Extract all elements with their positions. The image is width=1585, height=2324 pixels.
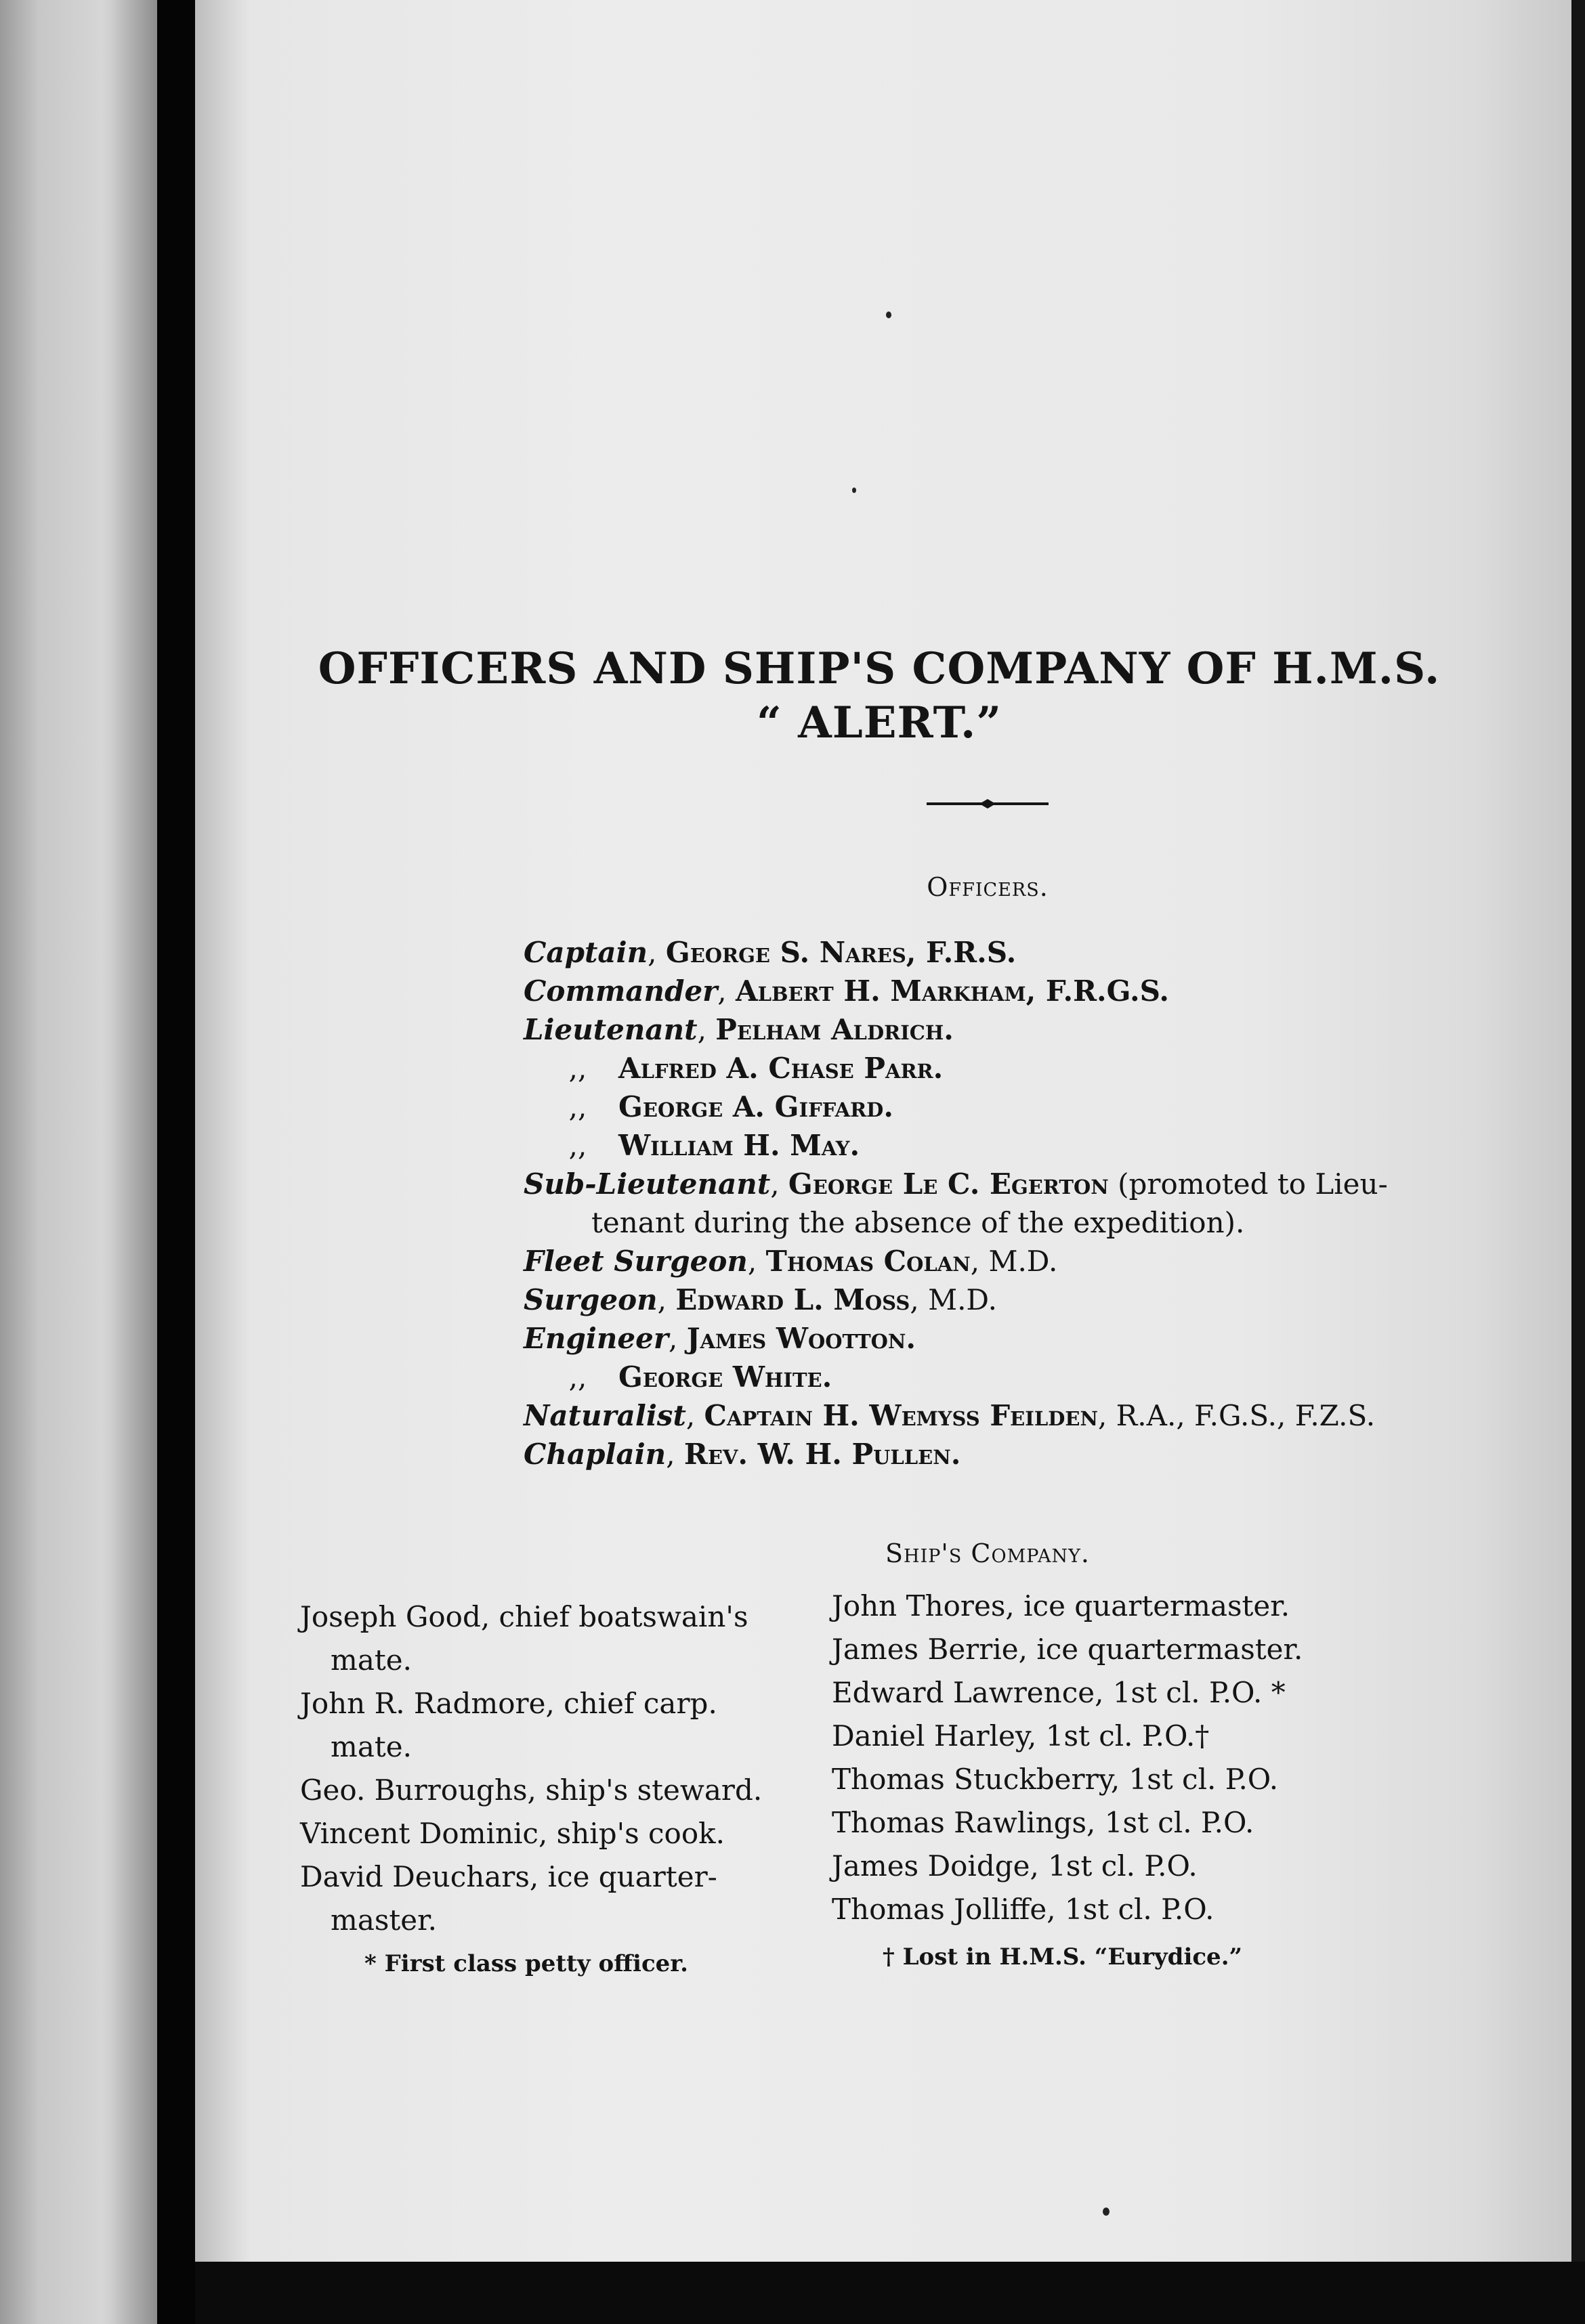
crew-line: Thomas Rawlings, 1st cl. P.O.: [832, 1806, 1254, 1839]
officer-entry: Lieutenant, Pelham Aldrich.: [524, 1013, 954, 1046]
officer-name: Captain H. Wemyss Feilden: [704, 1399, 1098, 1432]
officer-note: , M.D.: [910, 1283, 997, 1316]
officer-entry: Chaplain, Rev. W. H. Pullen.: [524, 1438, 961, 1471]
officer-name: George White.: [618, 1360, 832, 1394]
officer-note: , R.A., F.G.S., F.Z.S.: [1097, 1399, 1376, 1432]
officer-entry: [524, 1085, 1526, 1129]
officer-entry: Fleet Surgeon, Thomas Colan, M.D.: [524, 1245, 1058, 1278]
page-subtitle: “ ALERT.”: [756, 697, 1002, 748]
scan-bottom-edge: [195, 2262, 1585, 2324]
officer-name: Thomas Colan: [765, 1245, 971, 1278]
crew-line: James Doidge, 1st cl. P.O.: [832, 1849, 1198, 1882]
officer-name: George A. Giffard.: [618, 1090, 893, 1123]
ditto-mark: ,,: [568, 1129, 587, 1162]
officer-entry: Engineer, James Wootton.: [524, 1322, 916, 1355]
ditto-mark: ,,: [568, 1090, 587, 1123]
crew-line: David Deuchars, ice quarter-: [300, 1860, 717, 1893]
officer-role: Sub-Lieutenant: [524, 1167, 771, 1201]
officer-role: Captain: [524, 936, 648, 969]
officer-role: Naturalist: [524, 1399, 686, 1432]
document-page: [195, 0, 1585, 2324]
officer-name: George S. Nares, F.R.S.: [665, 936, 1017, 969]
officer-name: James Wootton.: [686, 1322, 916, 1355]
officer-name: Albert H. Markham, F.R.G.S.: [736, 974, 1170, 1008]
officer-role: Lieutenant: [524, 1013, 698, 1046]
crew-line: John R. Radmore, chief carp.: [300, 1687, 717, 1720]
crew-column-right: [832, 1585, 1509, 1931]
crew-column-left: [300, 1595, 842, 1942]
officer-note: , M.D.: [970, 1245, 1058, 1278]
book-gutter: [157, 0, 195, 2324]
crew-line: mate.: [331, 1643, 412, 1677]
crew-line: Vincent Dominic, ship's cook.: [300, 1817, 725, 1850]
officer-entry: Captain, George S. Nares, F.R.S.: [524, 936, 1017, 969]
officer-name: Alfred A. Chase Parr.: [618, 1052, 944, 1085]
crew-line: Edward Lawrence, 1st cl. P.O. *: [832, 1676, 1286, 1709]
page-title: OFFICERS AND SHIP'S COMPANY OF H.M.S.: [318, 643, 1441, 694]
officer-name: George Le C. Egerton: [788, 1167, 1109, 1201]
officer-role: Commander: [524, 974, 718, 1008]
officer-note: (promoted to Lieu-: [1118, 1167, 1388, 1201]
footnote-star: * First class petty officer.: [364, 1950, 688, 1977]
ornament-rule: [927, 794, 1049, 814]
crew-line: Geo. Burroughs, ship's steward.: [300, 1773, 763, 1807]
ditto-mark: ,,: [568, 1360, 587, 1394]
officers-heading: Officers.: [927, 872, 1049, 902]
crew-line: John Thores, ice quartermaster.: [832, 1589, 1290, 1622]
scan-speck: [1103, 2208, 1110, 2216]
officer-name: William H. May.: [618, 1129, 860, 1162]
officer-entry: [524, 1047, 1526, 1090]
page-right-edge: [1571, 0, 1585, 2262]
officer-entry: Commander, Albert H. Markham, F.R.G.S.: [524, 974, 1170, 1008]
crew-line: Thomas Jolliffe, 1st cl. P.O.: [832, 1893, 1214, 1926]
officer-role: Surgeon: [524, 1283, 658, 1316]
officer-entry: Sub-Lieutenant, George Le C. Egerton (promoted to Lieu-: [524, 1167, 1388, 1201]
officer-entry: Surgeon, Edward L. Moss, M.D.: [524, 1283, 997, 1316]
officer-name: Rev. W. H. Pullen.: [683, 1438, 961, 1471]
crew-line: Daniel Harley, 1st cl. P.O.†: [832, 1719, 1210, 1752]
officer-name: Pelham Aldrich.: [715, 1013, 954, 1046]
officer-entry: Naturalist, Captain H. Wemyss Feilden, R.A., F.G.S., F.Z.S.: [524, 1399, 1376, 1432]
crew-line: mate.: [331, 1730, 412, 1763]
officer-entry: [524, 1124, 1526, 1167]
crew-line: Thomas Stuckberry, 1st cl. P.O.: [832, 1763, 1279, 1796]
crew-line: James Berrie, ice quartermaster.: [832, 1633, 1303, 1666]
officer-name: Edward L. Moss: [675, 1283, 910, 1316]
scan-speck: [886, 311, 891, 318]
scan-speck: [852, 488, 856, 493]
officer-entry-continuation: [591, 1201, 1585, 1245]
officer-role: Fleet Surgeon: [524, 1245, 748, 1278]
crew-line: master.: [331, 1903, 437, 1937]
officer-note: tenant during the absence of the expedition).: [591, 1206, 1245, 1239]
officer-role: Engineer: [524, 1322, 669, 1355]
crew-line: Joseph Good, chief boatswain's: [300, 1600, 748, 1633]
facing-page-shadow: [102, 0, 157, 2324]
officer-role: Chaplain: [524, 1438, 667, 1471]
footnote-dagger: † Lost in H.M.S. “Eurydice.”: [883, 1943, 1243, 1971]
ditto-mark: ,,: [568, 1052, 587, 1085]
ships-company-heading: Ship's Company.: [885, 1538, 1090, 1568]
officer-entry: [524, 1356, 1526, 1399]
